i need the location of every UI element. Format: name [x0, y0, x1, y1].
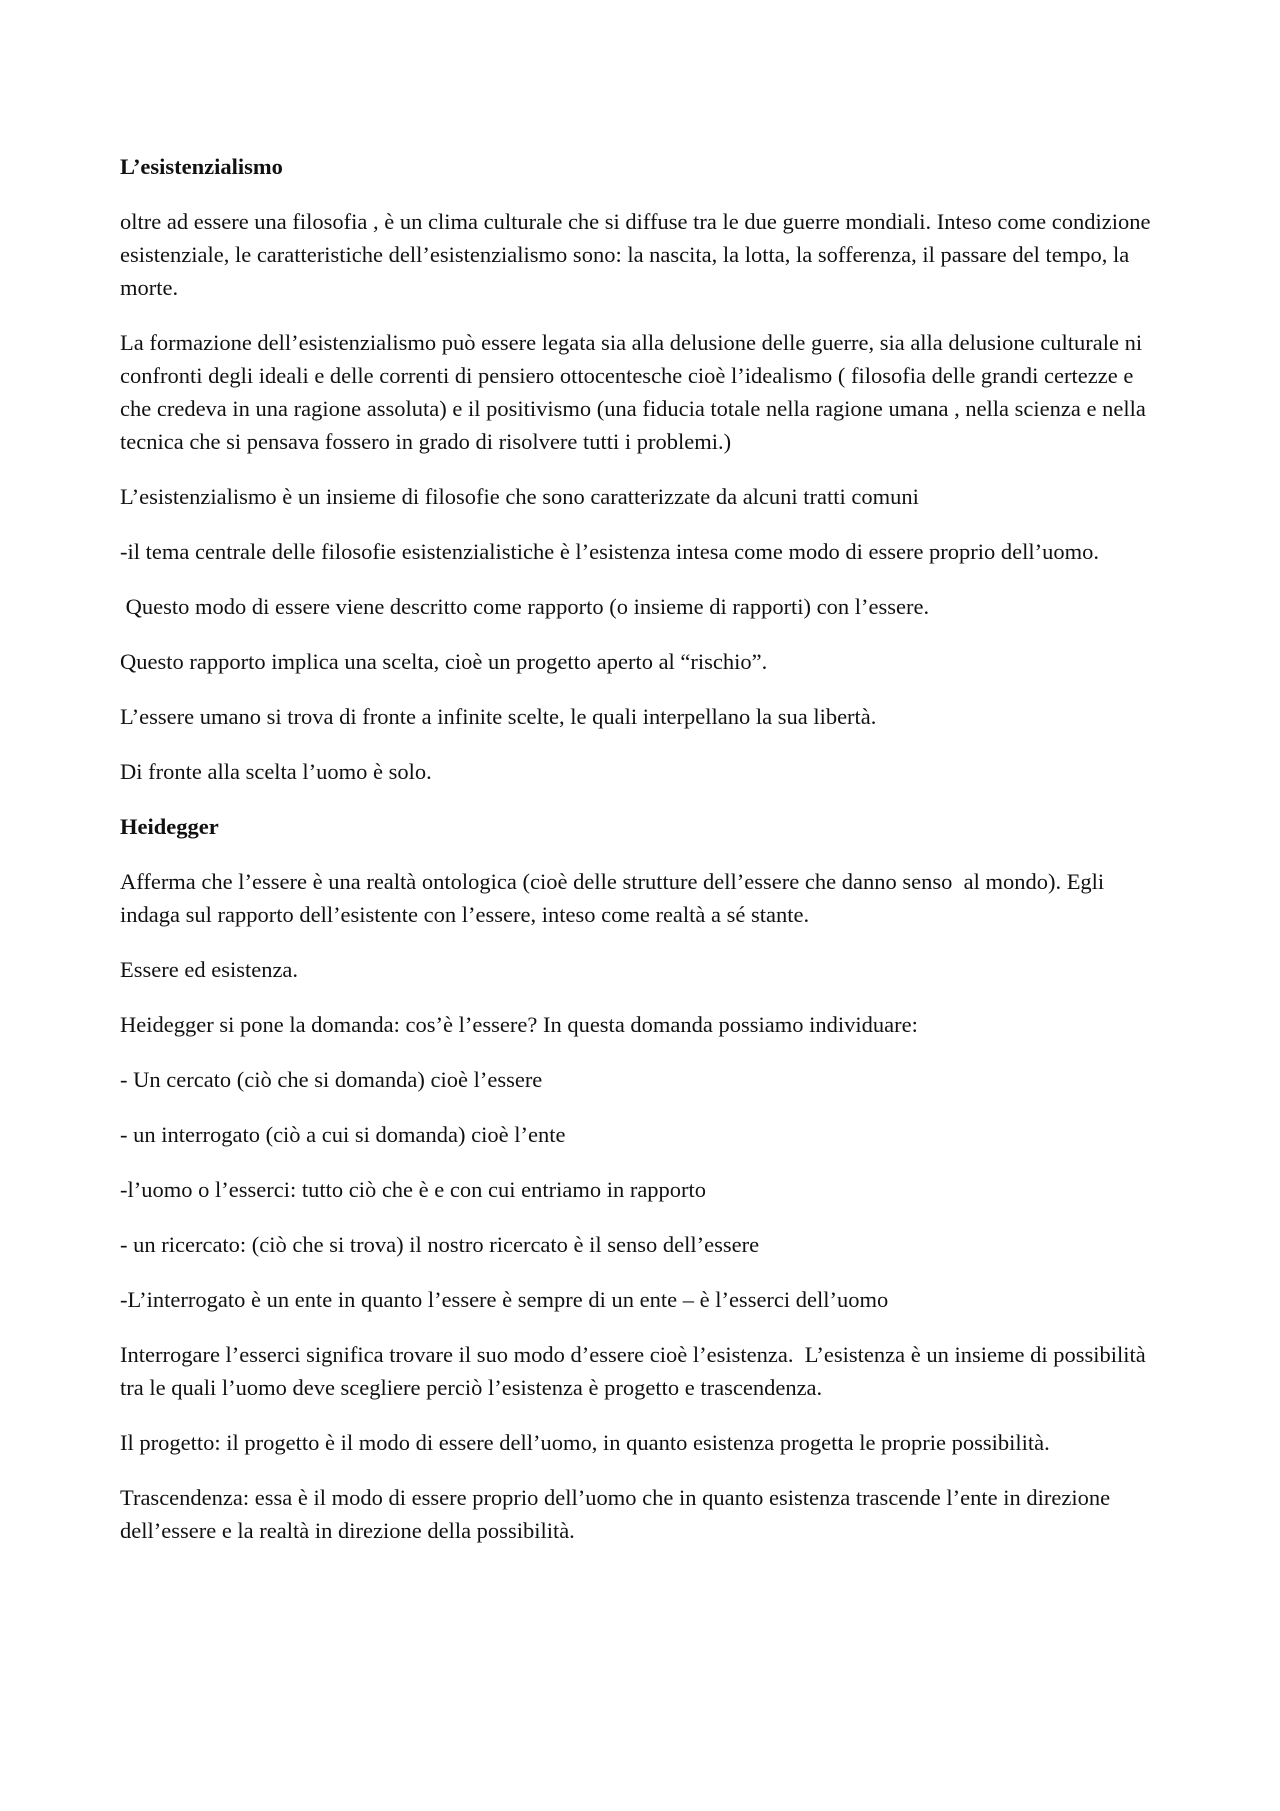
- document-body: [120, 150, 1165, 1569]
- paragraph: Trascendenza: essa è il modo di essere proprio dell’uomo che in quanto esistenza trascende l’ente in direzione dell’essere e la realtà in direzione della possibilità.: [120, 1485, 1111, 1543]
- paragraph: Heidegger si pone la domanda: cos’è l’essere? In questa domanda possiamo individuare:: [120, 1012, 918, 1037]
- paragraph: - un ricercato: (ciò che si trova) il nostro ricercato è il senso dell’essere: [120, 1232, 760, 1257]
- paragraph: Afferma che l’essere è una realtà ontologica (cioè delle strutture dell’essere che danno senso al mondo). Egli indaga sul rapporto dell’esistente con l’essere, inteso come realtà a sé stante.: [120, 869, 1110, 927]
- paragraph: La formazione dell’esistenzialismo può essere legata sia alla delusione delle guerre, sia alla delusione culturale ni confronti degli ideali e delle correnti di pensiero ottocentesche cioè l’idealismo ( filosofia delle grandi certezze e che credeva in una ragione assoluta) e il positivismo (una fiducia totale nella ragione umana , nella scienza e nella tecnica che si pensava fossero in grado di risolvere tutti i problemi.): [120, 330, 1146, 454]
- paragraph: Questo rapporto implica una scelta, cioè un progetto aperto al “rischio”.: [120, 649, 768, 674]
- paragraph: -L’interrogato è un ente in quanto l’essere è sempre di un ente – è l’esserci dell’uomo: [120, 1287, 889, 1312]
- paragraph: - un interrogato (ciò a cui si domanda) cioè l’ente: [120, 1122, 566, 1147]
- paragraph: Di fronte alla scelta l’uomo è solo.: [120, 759, 432, 784]
- paragraph: L’esistenzialismo è un insieme di filosofie che sono caratterizzate da alcuni tratti comuni: [120, 484, 919, 509]
- paragraph: Essere ed esistenza.: [120, 957, 299, 982]
- paragraph: - Un cercato (ciò che si domanda) cioè l’essere: [120, 1067, 543, 1092]
- paragraph: -l’uomo o l’esserci: tutto ciò che è e con cui entriamo in rapporto: [120, 1177, 707, 1202]
- paragraph: Il progetto: il progetto è il modo di essere dell’uomo, in quanto esistenza progetta le proprie possibilità.: [120, 1430, 1050, 1455]
- paragraph: -il tema centrale delle filosofie esistenzialistiche è l’esistenza intesa come modo di essere proprio dell’uomo.: [120, 539, 1100, 564]
- section-heading-esistenzialismo: L’esistenzialismo: [120, 154, 283, 179]
- paragraph: Questo modo di essere viene descritto come rapporto (o insieme di rapporti) con l’essere.: [120, 594, 930, 619]
- section-heading-heidegger: Heidegger: [120, 814, 219, 839]
- paragraph: Interrogare l’esserci significa trovare il suo modo d’essere cioè l’esistenza. L’esistenza è un insieme di possibilità tra le quali l’uomo deve scegliere perciò l’esistenza è progetto e trascendenza.: [120, 1342, 1152, 1400]
- paragraph: L’essere umano si trova di fronte a infinite scelte, le quali interpellano la sua libertà.: [120, 704, 877, 729]
- paragraph: oltre ad essere una filosofia , è un clima culturale che si diffuse tra le due guerre mondiali. Inteso come condizione esistenziale, le caratteristiche dell’esistenzialismo sono: la nascita, la lotta, la sofferenza, il passare del tempo, la morte.: [120, 209, 1151, 300]
